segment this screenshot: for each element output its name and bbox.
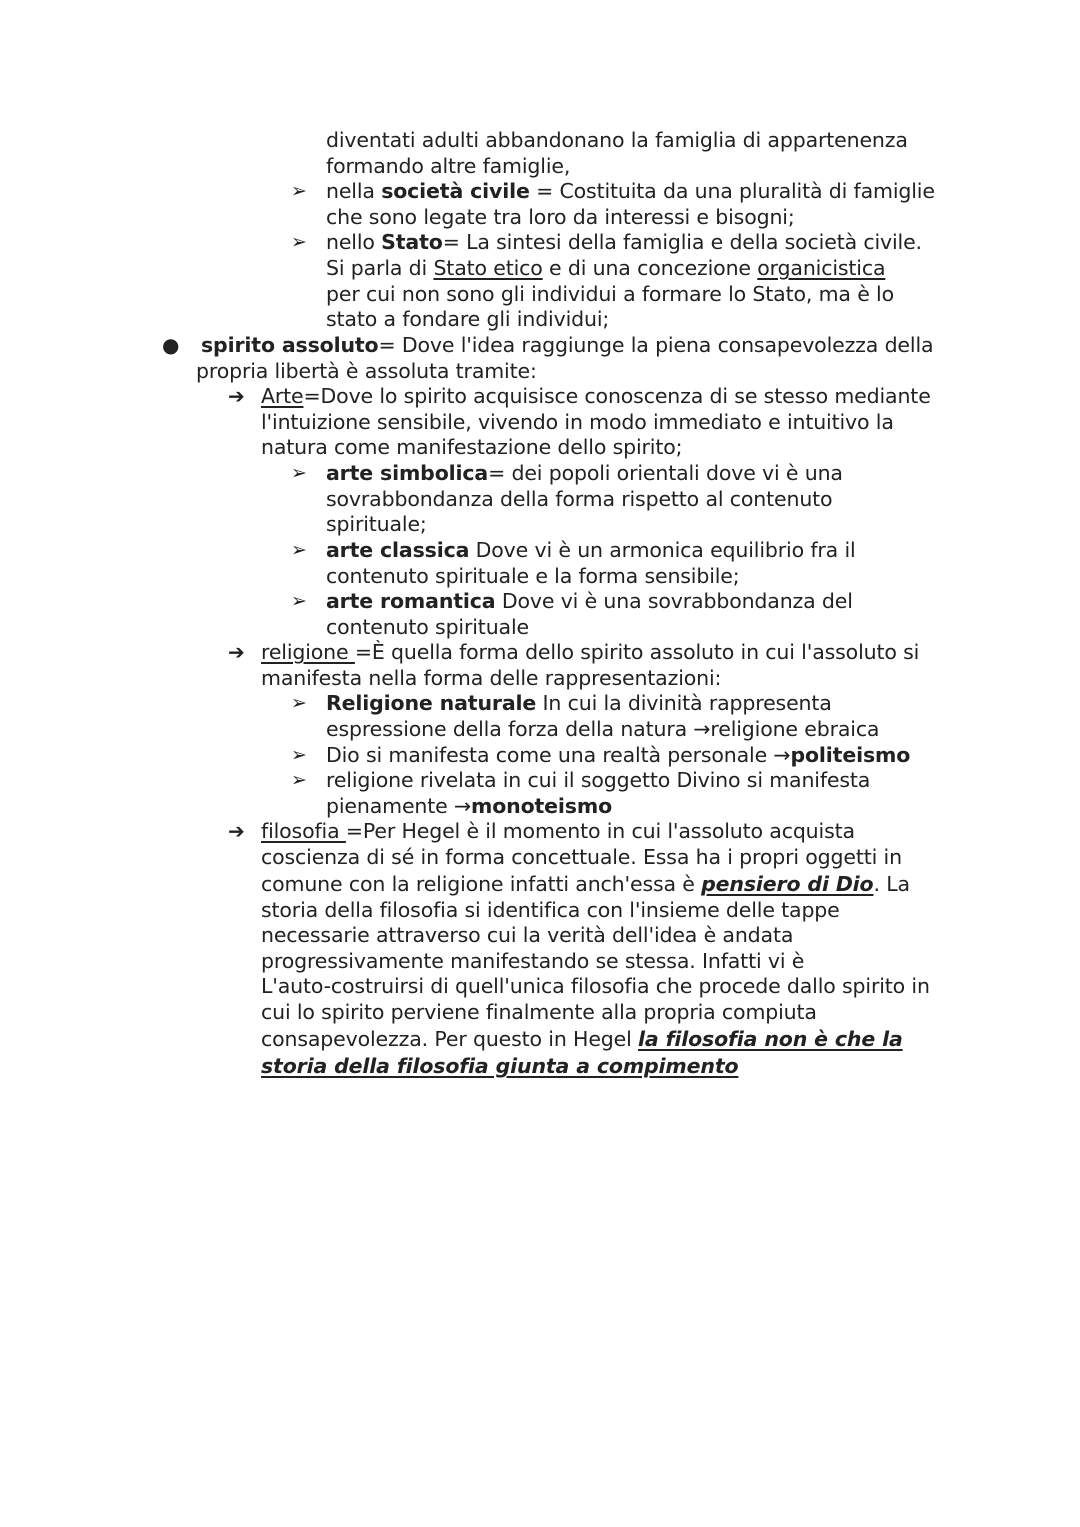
- stato-line-3: per cui non sono gli individui a formare lo Stato, ma è lo: [326, 282, 894, 306]
- text: Si parla di: [326, 256, 434, 280]
- arrow-bullet-icon: ➔: [228, 384, 245, 408]
- arte-simbolica-line-3: spirituale;: [326, 512, 427, 536]
- text: . La: [873, 872, 910, 896]
- definition: =Dove lo spirito acquisisce conoscenza di se stesso mediante: [303, 384, 931, 408]
- chevron-bullet-icon: ➢: [291, 590, 307, 612]
- arte-classica-term: arte classica: [326, 538, 470, 562]
- famiglia-line-1: diventati adulti abbandonano la famiglia di appartenenza: [326, 128, 908, 152]
- text: e di una concezione: [542, 256, 758, 280]
- filosofia-line-10: [261, 1054, 738, 1080]
- stato-line-1: [326, 230, 922, 256]
- arrow-bullet-icon: ➔: [228, 819, 245, 843]
- religione-rivelata-line-1: religione rivelata in cui il soggetto Divino si manifesta: [326, 768, 871, 792]
- prefix: nello: [326, 230, 382, 254]
- arte-simbolica-line-2: sovrabbondanza della forma rispetto al contenuto: [326, 487, 833, 511]
- religione-personale-line: [326, 743, 910, 769]
- text: comune con la religione infatti anch'essa è: [261, 872, 702, 896]
- spirito-assoluto-line-2: propria libertà è assoluta tramite:: [196, 359, 537, 383]
- arte-term: Arte: [261, 384, 304, 408]
- stato-term: Stato: [381, 230, 443, 254]
- chevron-bullet-icon: ➢: [291, 539, 307, 561]
- definition: Dove vi è una sovrabbondanza del: [495, 589, 853, 613]
- definition: Dove vi è un armonica equilibrio fra il: [469, 538, 856, 562]
- stato-etico-term: Stato etico: [433, 256, 543, 280]
- arte-romantica-term: arte romantica: [326, 589, 496, 613]
- societa-civile-term: società civile: [381, 179, 530, 203]
- arte-simbolica-term: arte simbolica: [326, 461, 489, 485]
- filosofia-line-9: [261, 1027, 903, 1053]
- stato-line-2: [326, 256, 885, 282]
- religione-term: religione: [261, 640, 355, 664]
- religione-naturale-line-1: [326, 691, 832, 717]
- filosofia-line-2: coscienza di sé in forma concettuale. Essa ha i propri oggetti in: [261, 845, 902, 869]
- arte-romantica-line-2: contenuto spirituale: [326, 615, 529, 639]
- arte-romantica-line-1: [326, 589, 853, 615]
- spirito-assoluto-term: spirito assoluto: [201, 333, 379, 357]
- definition: = dei popoli orientali dove vi è una: [488, 461, 843, 485]
- definition: = La sintesi della famiglia e della società civile.: [442, 230, 922, 254]
- filosofia-line-1: [261, 819, 855, 845]
- famiglia-line-2: formando altre famiglie,: [326, 154, 571, 178]
- filosofia-line-7: L'auto-costruirsi di quell'unica filosofia che procede dallo spirito in: [261, 974, 930, 998]
- round-bullet-icon: ●: [162, 333, 180, 357]
- pensiero-di-dio-emphasis: pensiero di Dio: [701, 872, 874, 896]
- filosofia-line-4: storia della filosofia si identifica con l'insieme delle tappe: [261, 898, 840, 922]
- definition: =È quella forma dello spirito assoluto in cui l'assoluto si: [354, 640, 920, 664]
- religione-line-2: manifesta nella forma delle rappresentazioni:: [261, 666, 722, 690]
- definition: = Costituita da una pluralità di famiglie: [529, 179, 935, 203]
- definition: In cui la divinità rappresenta: [536, 691, 832, 715]
- religione-line-1: [261, 640, 919, 666]
- societa-civile-line-1: [326, 179, 935, 205]
- spirito-assoluto-line-1: [201, 333, 933, 359]
- filosofia-line-6: progressivamente manifestando se stessa. Infatti vi è: [261, 949, 805, 973]
- arte-line-2: l'intuizione sensibile, vivendo in modo immediato e intuitivo la: [261, 410, 894, 434]
- text: pienamente →: [326, 794, 471, 818]
- text: consapevolezza. Per questo in Hegel: [261, 1027, 639, 1051]
- politeismo-term: politeismo: [790, 743, 911, 767]
- arte-line-1: [261, 384, 931, 410]
- chevron-bullet-icon: ➢: [291, 180, 307, 202]
- chevron-bullet-icon: ➢: [291, 744, 307, 766]
- filosofia-term: filosofia: [261, 819, 346, 843]
- filosofia-line-3: [261, 872, 910, 898]
- arte-classica-line-1: [326, 538, 856, 564]
- filosofia-line-5: necessarie attraverso cui la verità dell'idea è andata: [261, 923, 794, 947]
- conclusion-emphasis: la filosofia non è che la: [638, 1027, 903, 1051]
- arrow-bullet-icon: ➔: [228, 640, 245, 664]
- religione-naturale-line-2: espressione della forza della natura →religione ebraica: [326, 717, 880, 741]
- definition: = Dove l'idea raggiunge la piena consapevolezza della: [378, 333, 934, 357]
- arte-simbolica-line-1: [326, 461, 843, 487]
- arte-classica-line-2: contenuto spirituale e la forma sensibile;: [326, 564, 740, 588]
- societa-civile-line-2: che sono legate tra loro da interessi e bisogni;: [326, 205, 795, 229]
- religione-rivelata-line-2: [326, 794, 612, 820]
- text: Dio si manifesta come una realtà personale →: [326, 743, 791, 767]
- chevron-bullet-icon: ➢: [291, 692, 307, 714]
- conclusion-emphasis: storia della filosofia giunta a compimento: [261, 1054, 739, 1078]
- filosofia-line-8: cui lo spirito perviene finalmente alla propria compiuta: [261, 1000, 817, 1024]
- arte-line-3: natura come manifestazione dello spirito;: [261, 435, 683, 459]
- monoteismo-term: monoteismo: [471, 794, 612, 818]
- chevron-bullet-icon: ➢: [291, 231, 307, 253]
- definition: =Per Hegel è il momento in cui l'assoluto acquista: [345, 819, 855, 843]
- religione-naturale-term: Religione naturale: [326, 691, 537, 715]
- chevron-bullet-icon: ➢: [291, 769, 307, 791]
- organicistica-term: organicistica: [757, 256, 886, 280]
- stato-line-4: stato a fondare gli individui;: [326, 307, 610, 331]
- chevron-bullet-icon: ➢: [291, 462, 307, 484]
- prefix: nella: [326, 179, 382, 203]
